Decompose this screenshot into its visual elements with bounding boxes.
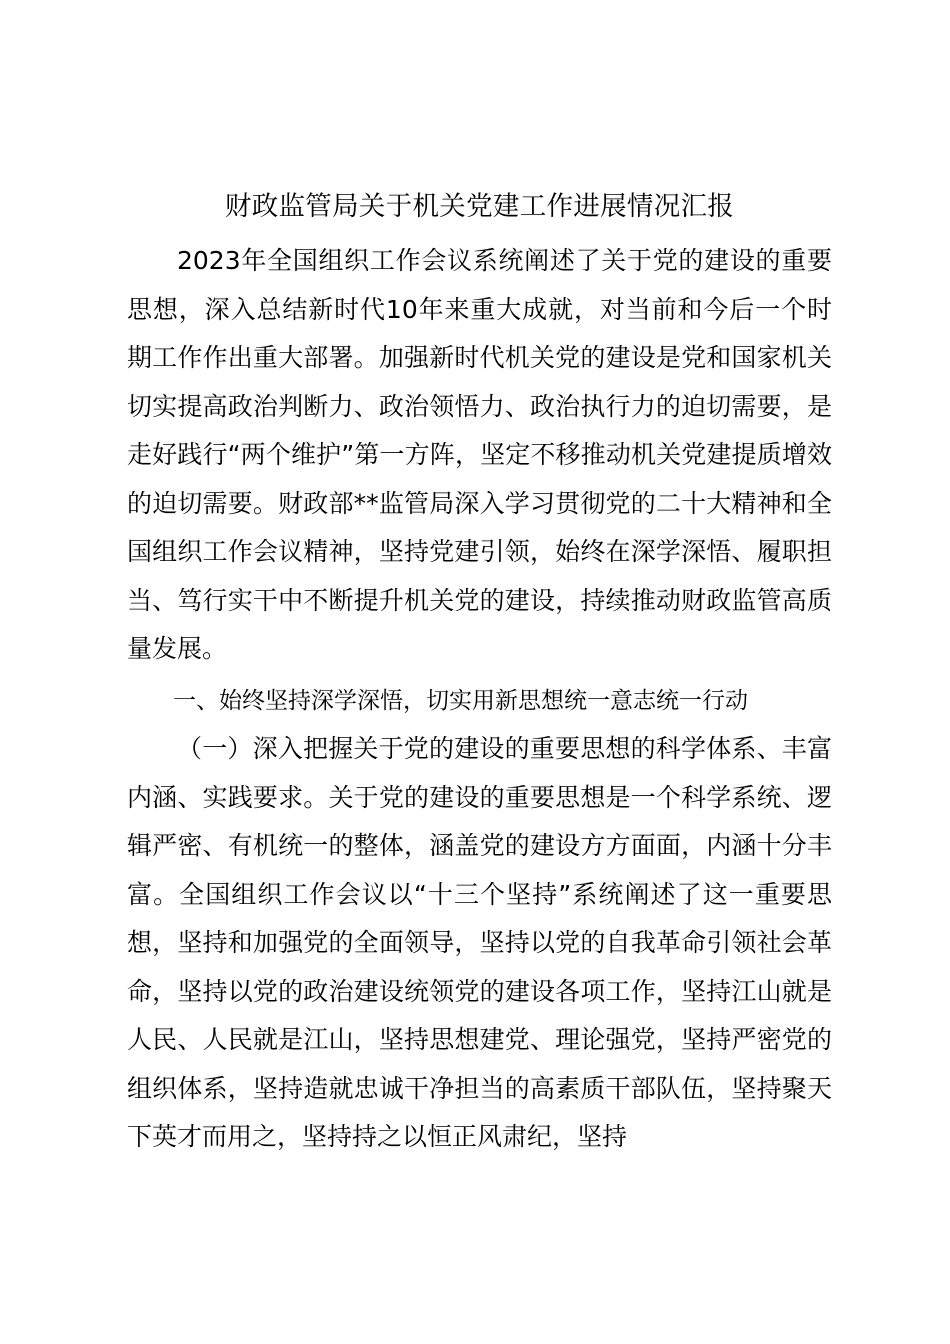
paragraph-subsection-1: （一）深入把握关于党的建设的重要思想的科学体系、丰富内涵、实践要求。关于党的建设的重要思想是一个科学系统、逻辑严密、有机统一的整体，涵盖党的建设方方面面，内涵十分丰富。全国组织工作会议以“十三个坚持”系统阐述了这一重要思想，坚持和加强党的全面领导，坚持以党的自我革命引领社会革命，坚持以党的政治建设统领党的建设各项工作，坚持江山就是人民、人民就是江山，坚持思想建党、理论强党，坚持严密党的组织体系，坚持造就忠诚干净担当的高素质干部队伍，坚持聚天下英才而用之，坚持持之以恒正风肃纪，坚持 <box>127 734 832 1151</box>
section-heading-1: 一、始终坚持深学深悟，切实用新思想统一意志统一行动 <box>173 687 748 714</box>
paragraph-intro: 2023年全国组织工作会议系统阐述了关于党的建设的重要思想，深入总结新时代10年来重大成就，对当前和今后一个时期工作作出重大部署。加强新时代机关党的建设是党和国家机关切实提高政治判断力、政治领悟力、政治执行力的迫切需要，是走好践行“两个维护”第一方阵，坚定不移推动机关党建提质增效的迫切需要。财政部**监管局深入学习贯彻党的二十大精神和全国组织工作会议精神，坚持党建引领，始终在深学深悟、履职担当、笃行实干中不断提升机关党的建设，持续推动财政监管高质量发展。 <box>127 246 832 663</box>
document-body <box>127 237 832 1162</box>
document-title: 财政监管局关于机关党建工作进展情况汇报 <box>224 191 735 222</box>
